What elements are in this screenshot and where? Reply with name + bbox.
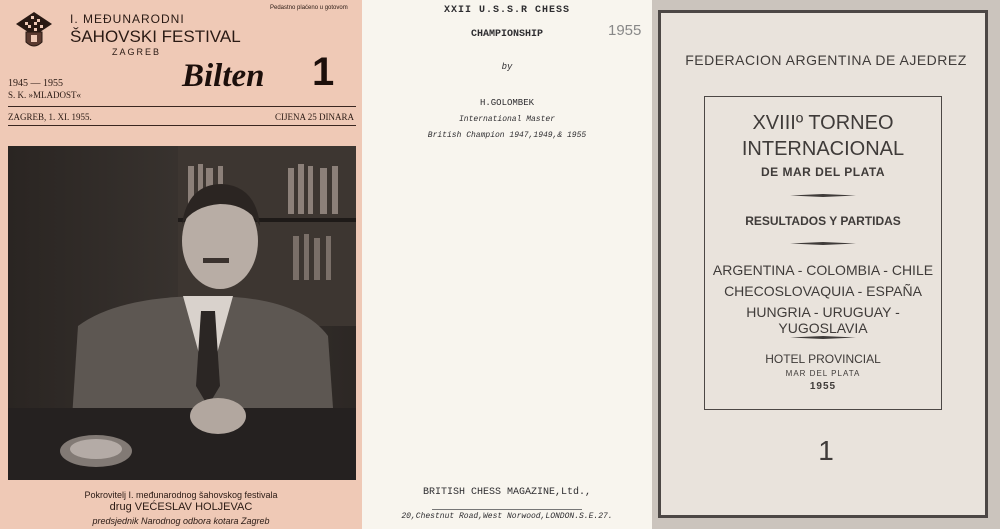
separator-3 — [790, 336, 856, 339]
title-line-3: DE MAR DEL PLATA — [761, 165, 885, 179]
club-name: S. K. »MLADOST« — [8, 90, 82, 100]
caption-line-3: predsjednik Narodnog odbora kotara Zagreb — [92, 516, 270, 526]
header-line-2: ŠAHOVSKI FESTIVAL — [70, 27, 241, 46]
author-name: H.GOLOMBEK — [479, 98, 534, 108]
header-line-3: ZAGREB — [112, 47, 162, 57]
author-title: International Master — [458, 115, 555, 124]
separator-1 — [790, 194, 856, 197]
caption-line-2: drug VEĆESLAV HOLJEVAC — [109, 501, 253, 513]
volume-number: 1 — [818, 435, 834, 466]
mar-del-plata-cover — [652, 0, 1000, 529]
issue-number: 1 — [312, 50, 335, 94]
caption-line-1: Pokrovitelj I. međunarodnog šahovskog festivala — [84, 490, 278, 500]
pencil-note: 1955 — [608, 22, 642, 39]
by-line: by — [501, 62, 513, 72]
corner-note: Pedastno plaćeno u gotovom — [270, 5, 348, 11]
city: MAR DEL PLATA — [785, 369, 861, 378]
title-line-1: XXII U.S.S.R CHESS — [443, 5, 571, 16]
portrait-photo — [8, 146, 356, 480]
publisher-underline — [432, 509, 582, 510]
bulletin-title: Bilten — [182, 58, 265, 94]
countries-line-1: ARGENTINA - COLOMBIA - CHILE — [712, 262, 934, 278]
publisher-address: 20,Chestnut Road,West Norwood,LONDON.S.E.27. — [401, 512, 613, 521]
publisher: BRITISH CHESS MAGAZINE,Ltd., — [422, 487, 592, 498]
countries-line-3: HUNGRIA - URUGUAY - YUGOSLAVIA — [746, 304, 900, 336]
ussr-championship-title-page — [362, 0, 652, 529]
portrait-illustration — [8, 146, 356, 480]
years: 1945 — 1955 — [8, 78, 63, 89]
subtitle: RESULTADOS Y PARTIDAS — [745, 214, 901, 228]
issue-date: ZAGREB, 1. XI. 1955. — [8, 112, 92, 122]
author-note: British Champion 1947,1949,& 1955 — [427, 131, 587, 140]
issue-price: CIJENA 25 DINARA — [274, 112, 354, 122]
header-line-1: I. MEĐUNARODNI — [70, 12, 185, 26]
venue: HOTEL PROVINCIAL — [765, 352, 881, 366]
year: 1955 — [809, 381, 837, 392]
countries-line-2: CHECOSLOVAQUIA - ESPAÑA — [724, 283, 922, 299]
divider-bottom — [8, 125, 356, 126]
bilten-cover — [0, 0, 362, 529]
title-line-1: XVIIIº TORNEO — [752, 112, 894, 134]
federation-name: FEDERACION ARGENTINA DE AJEDREZ — [685, 52, 967, 68]
divider-top — [8, 106, 356, 107]
separator-2 — [790, 242, 856, 245]
title-line-2: INTERNACIONAL — [741, 138, 905, 160]
chess-shield-logo — [14, 10, 54, 50]
title-line-2: CHAMPIONSHIP — [470, 29, 543, 40]
